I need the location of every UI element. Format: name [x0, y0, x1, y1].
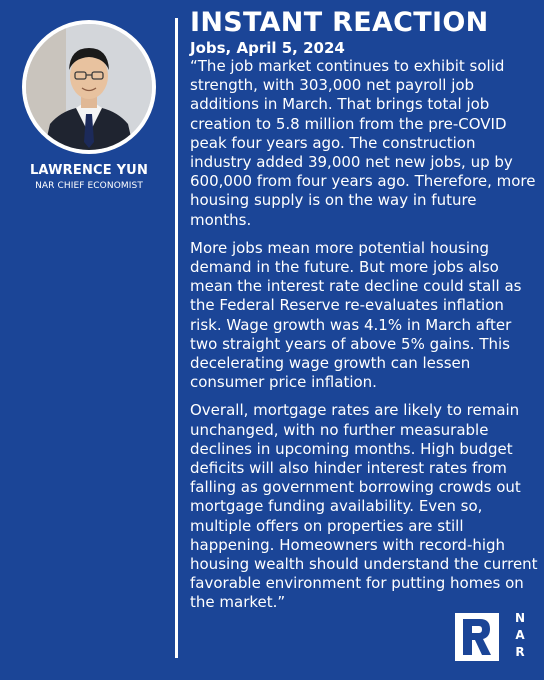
- nar-wordmark: [510, 610, 530, 661]
- person-title: NAR CHIEF ECONOMIST: [35, 181, 143, 191]
- headline: INSTANT REACTION: [190, 7, 489, 38]
- nar-letter-a: A: [515, 628, 525, 642]
- nar-letter-n: N: [514, 611, 526, 625]
- realtor-r-logo-icon: [455, 613, 499, 661]
- quote-paragraph-1: “The job market continues to exhibit solid strength, with 303,000 net payroll job additions in March. That brings total job creation to 5.8 million from the pre-COVID peak four years ago. The construction industry added 39,000 net new jobs, up by 600,000 from four years ago. Therefore, more housing supply is on the way in future months.: [190, 57, 536, 229]
- subhead-date: Jobs, April 5, 2024: [190, 39, 345, 57]
- nar-letter-r: R: [515, 645, 525, 659]
- avatar: [26, 24, 152, 150]
- quote-paragraph-2: More jobs mean more potential housing demand in the future. But more jobs also mean the interest rate decline could stall as the Federal Reserve re-evaluates inflation risk. Wage growth was 4.1% in March after two straight years of above 5% gains. This decelerating wage growth can lessen consumer price inflation.: [190, 238, 522, 392]
- person-name: LAWRENCE YUN: [29, 163, 149, 178]
- vertical-divider: [175, 18, 178, 658]
- quote-paragraph-3: Overall, mortgage rates are likely to remain unchanged, with no further measurable declines in upcoming months. High budget deficits will also hinder interest rates from falling as government borrowing crowds out mortgage funding availability. Even so, multiple offers on properties are still happening. Homeowners with record-high housing wealth should understand the current favorable environment for putting homes on the market.”: [190, 401, 538, 612]
- main-content: [190, 6, 540, 613]
